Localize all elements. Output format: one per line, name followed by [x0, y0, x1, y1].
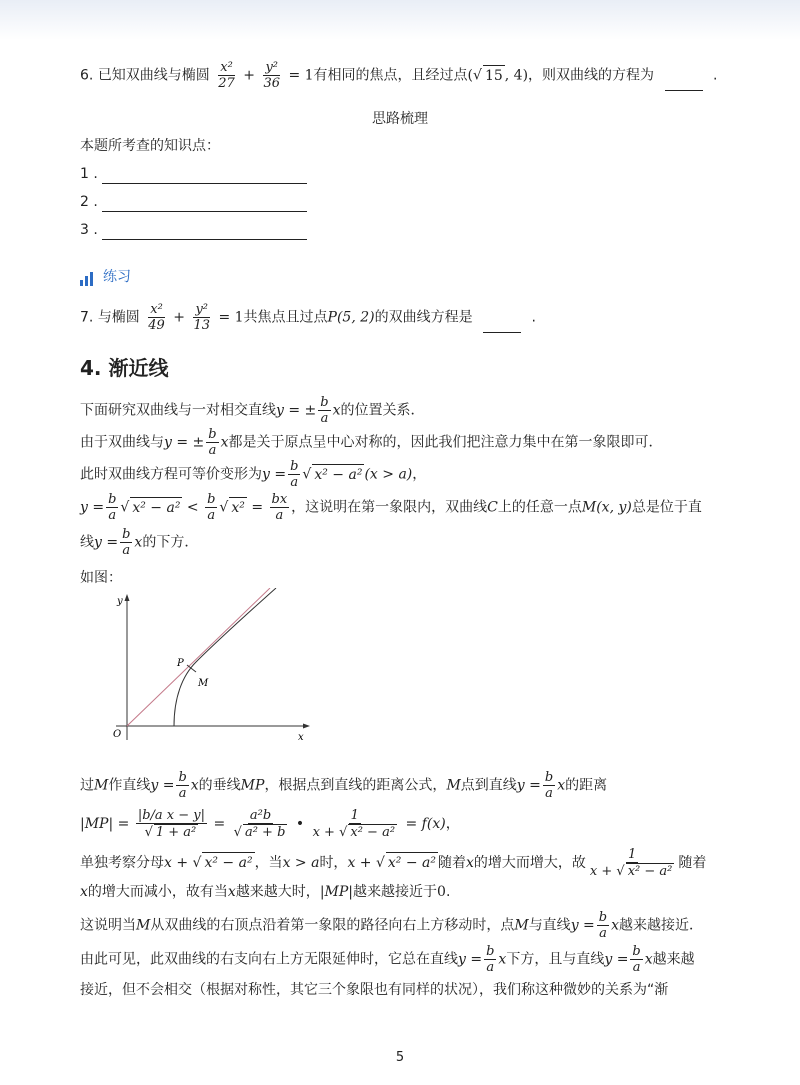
paragraph-8: 单独考察分母x + √ x² − a² ，当x > a时，x + √ x² − a² 随着x的增大而增大，故 $\frac{1}{\text{x + √ x² − a²}}$ 随着 [80, 847, 707, 879]
knowledge-point-2: 2 . [80, 192, 307, 212]
paragraph-5: 线y = $\frac{b}{a}$ x的下方． [80, 527, 199, 558]
paragraph-10: 这说明当M从双曲线的右顶点沿着第一象限的路径向右上方移动时，点M与直线y = $\frac{b}{a}$ x越来越接近． [80, 910, 704, 941]
knowledge-points-intro: 本题所考查的知识点： [80, 138, 220, 154]
answer-blank[interactable] [665, 76, 703, 91]
x-axis-label: x [298, 732, 304, 743]
practice-heading: 练习 [80, 266, 131, 286]
page-header-band [0, 0, 800, 40]
question-7: 7. 与椭圆 $\frac{\text{x²}}{49}$ + $\frac{\text{y²}}{13}$ = 1共焦点且过点P(5, 2)的双曲线方程是 . [80, 302, 536, 333]
paragraph-4: y = $\frac{b}{a}$ √ x² − a² < $\frac{b}{a}$ √ x² = $\frac{bx}{a}$ ，这说明在第一象限内，双曲线C上的任意一点M(x, y)总是位于直 [80, 492, 702, 523]
bar-chart-icon [80, 270, 95, 286]
knowledge-point-1: 1 . [80, 164, 307, 184]
x-axis [116, 724, 310, 729]
point-m-label: M [198, 678, 209, 689]
answer-line[interactable] [102, 225, 307, 240]
fraction: $\frac{\text{x²}}{27}$ [218, 60, 235, 91]
page-number: 5 [395, 1050, 405, 1065]
answer-blank[interactable] [483, 318, 521, 333]
answer-line[interactable] [102, 197, 307, 212]
paragraph-12: 接近，但不会相交（根据对称性，其它三个象限也有同样的状况），我们称这种微妙的关系为“渐 [80, 982, 669, 998]
knowledge-point-3: 3 . [80, 220, 307, 240]
question-6: 6. 已知双曲线与椭圆 $\frac{\text{x²}}{27}$ + $\frac{\text{y²}}{36}$ = 1有相同的焦点，且经过点(√ 15 , 4)，则双曲线的方程为 . [80, 60, 718, 91]
paragraph-7: |MP| = $\frac{\text{|b/a x − y|}}{\text{√ 1 + a²}}$ = $\frac{\text{a²b}}{\text{√ a² + b}}$ • $\frac{1}{\text{x + √ x² − a²}}$ = f(x)， [80, 808, 460, 840]
hint-title: 思路梳理 [372, 111, 428, 127]
paragraph-6: 过M作直线y = $\frac{b}{a}$ x的垂线MP，根据点到直线的距离公式，M点到直线y = $\frac{b}{a}$ x的距离 [80, 770, 608, 801]
hyperbola-figure [90, 588, 330, 748]
paragraph-1: 下面研究双曲线与一对相交直线y = ± $\frac{b}{a}$ x的位置关系． [80, 395, 425, 426]
paragraph-3: 此时双曲线方程可等价变形为y = $\frac{b}{a}$ √ x² − a² (x > a)， [80, 459, 427, 490]
fraction: $\frac{\text{x²}}{49}$ [148, 302, 165, 333]
asymptote-line [127, 588, 270, 726]
paragraph-2: 由于双曲线与y = ± $\frac{b}{a}$ x都是关于原点呈中心对称的，因此我们把注意力集中在第一象限即可． [80, 427, 663, 458]
point-p-label: P [177, 658, 184, 669]
fraction: $\frac{\text{y²}}{13}$ [193, 302, 210, 333]
origin-label: O [113, 729, 122, 740]
section-title: 4. 渐近线 [80, 356, 169, 380]
y-axis [125, 594, 130, 740]
figure-label: 如图： [80, 570, 122, 586]
fraction: $\frac{\text{y²}}{36}$ [263, 60, 280, 91]
paragraph-9: x的增大而减小，故有当x越来越大时，|MP|越来越接近于0. [80, 884, 451, 900]
paragraph-11: 由此可见，此双曲线的右支向右上方无限延伸时，它总在直线y = $\frac{b}{a}$ x下方，且与直线y = $\frac{b}{a}$ x越来越 [80, 944, 695, 975]
answer-line[interactable] [102, 169, 307, 184]
y-axis-label: y [117, 596, 123, 607]
hyperbola-curve [174, 588, 276, 726]
